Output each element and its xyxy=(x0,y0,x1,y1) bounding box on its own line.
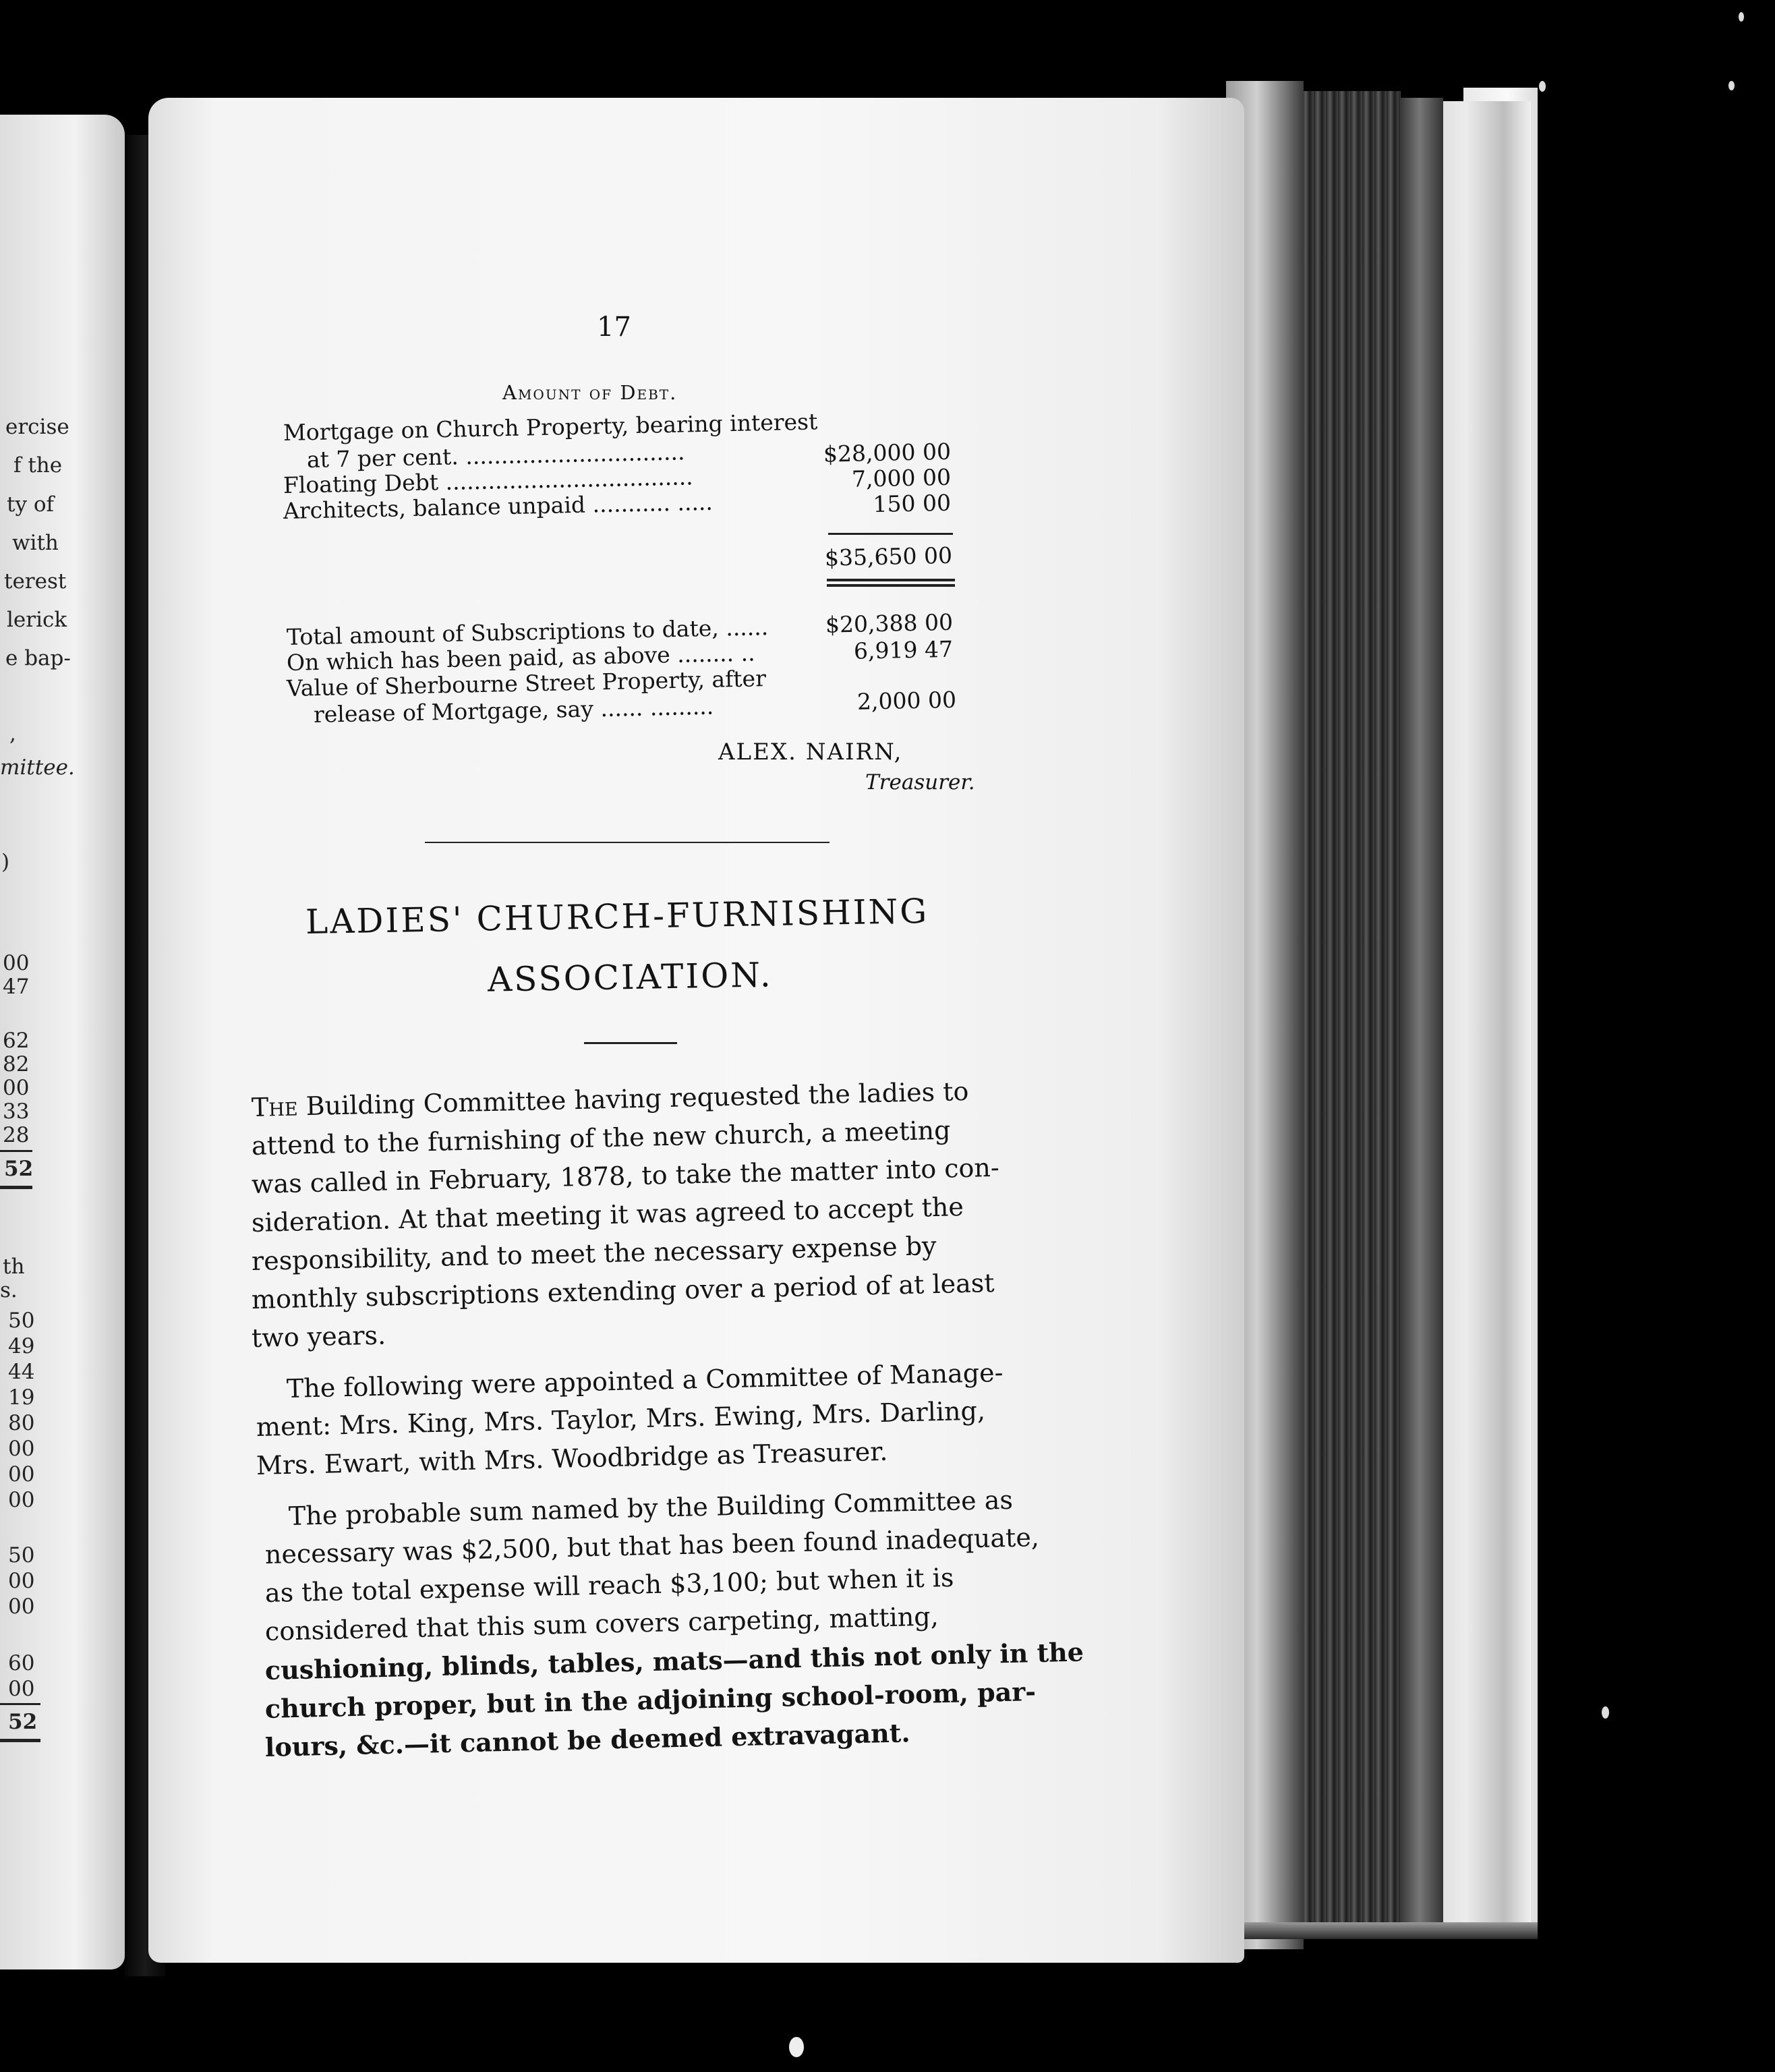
debt-sum-rule xyxy=(828,533,953,535)
left-page-number: 00 xyxy=(8,1594,35,1619)
page-number: 17 xyxy=(597,312,631,343)
left-page-number: 00 xyxy=(8,1488,35,1512)
debt-row-label: Architects, balance unpaid ........... ..... xyxy=(283,488,714,524)
paragraph-line: monthly subscriptions extending over a period of at least xyxy=(251,1268,995,1315)
left-page-fragment: ) xyxy=(1,850,10,874)
left-page-fragment: mittee. xyxy=(0,755,75,780)
paragraph-line: Building Committee having requested the ladies to xyxy=(305,1076,969,1122)
left-page-number: s. xyxy=(0,1278,18,1302)
paragraph-line: considered that this sum covers carpeting, matting, xyxy=(264,1601,939,1646)
left-page-fragment: , xyxy=(9,722,16,746)
paragraph-line: The following were appointed a Committee of Manage- xyxy=(286,1357,1003,1404)
debt-row-amount: 150 00 xyxy=(873,489,952,518)
debt-row-amount: $28,000 00 xyxy=(823,438,952,467)
paragraph-line: as the total expense will reach $3,100; but when it is xyxy=(264,1562,954,1608)
section-title: LADIES' CHURCH-FURNISHING xyxy=(305,891,929,942)
dust-speck xyxy=(789,2037,804,2057)
dust-speck xyxy=(1539,81,1546,92)
left-page-number: 28 xyxy=(3,1123,30,1147)
left-page-number: 49 xyxy=(8,1334,35,1358)
subscription-row-label: release of Mortgage, say ...... ......... xyxy=(313,693,714,728)
dust-speck xyxy=(1728,81,1735,90)
debt-row-label: at 7 per cent. ............................... xyxy=(306,438,685,473)
left-page-number: 52 xyxy=(8,1710,38,1734)
left-page-number: 50 xyxy=(8,1543,35,1567)
debt-total: $35,650 00 xyxy=(824,542,953,571)
subscription-row-amount: $20,388 00 xyxy=(825,608,954,638)
left-page-number: 52 xyxy=(4,1157,34,1181)
left-page-fragment: ty of xyxy=(7,492,54,517)
left-page-number: 00 xyxy=(8,1677,35,1701)
left-page-fragment: e bap- xyxy=(5,646,71,670)
paragraph-line: sideration. At that meeting it was agreed to accept the xyxy=(251,1192,964,1238)
dust-speck xyxy=(1739,12,1744,22)
paragraph-line: church proper, but in the adjoining school-room, par- xyxy=(264,1676,1037,1724)
left-page-rule xyxy=(0,1739,40,1742)
left-page-number: 82 xyxy=(3,1052,30,1076)
debt-row-label: Mortgage on Church Property, bearing interest xyxy=(283,408,818,446)
paragraph-line: ment: Mrs. King, Mrs. Taylor, Mrs. Ewing, Mrs. Darling, xyxy=(256,1395,986,1442)
left-page-fragment: terest xyxy=(4,569,67,594)
section-divider xyxy=(425,842,830,843)
paragraph-line: was called in February, 1878, to take the matter into con- xyxy=(251,1152,1000,1199)
left-page-rule xyxy=(0,1703,40,1705)
paragraph-line: two years. xyxy=(251,1320,386,1353)
left-page-number: 00 xyxy=(8,1437,35,1461)
left-page-number: 80 xyxy=(8,1411,35,1435)
subscription-row-label: Total amount of Subscriptions to date, ...... xyxy=(286,614,769,650)
left-page-number: 00 xyxy=(8,1569,35,1593)
paragraph-line: necessary was $2,500, but that has been found inadequate, xyxy=(264,1522,1040,1570)
paragraph-line: cushioning, blinds, tables, mats—and this not only in the xyxy=(264,1636,1084,1686)
section-title: ASSOCIATION. xyxy=(487,955,774,1000)
left-page-fragment: lerick xyxy=(7,608,67,632)
left-page-number: 00 xyxy=(8,1462,35,1487)
paragraph-line: lours, &c.—it cannot be deemed extravagant. xyxy=(264,1717,911,1762)
debt-row-amount: 7,000 00 xyxy=(851,463,952,492)
subscription-row-label: Value of Sherbourne Street Property, after xyxy=(286,665,767,701)
left-page-number: 60 xyxy=(8,1651,35,1675)
subscription-row-label: On which has been paid, as above ........ .. xyxy=(286,639,755,676)
left-page-number: 33 xyxy=(3,1099,30,1124)
left-page-number: 62 xyxy=(3,1029,30,1053)
paragraph-line: The probable sum named by the Building Committee as xyxy=(288,1485,1014,1531)
treasurer-name: ALEX. NAIRN, xyxy=(718,739,903,766)
left-page-rule xyxy=(0,1150,32,1152)
left-page-number: 19 xyxy=(8,1385,35,1410)
left-page-number: 44 xyxy=(8,1360,35,1384)
left-page-fragment: with xyxy=(12,531,59,555)
debt-heading: Amount of Debt. xyxy=(502,381,678,404)
left-page-number: th xyxy=(3,1255,25,1279)
book-edge xyxy=(1396,98,1443,1932)
paragraph-line: attend to the furnishing of the new church, a meeting xyxy=(251,1115,951,1161)
paragraph-line: Mrs. Ewart, with Mrs. Woodbridge as Treasurer. xyxy=(256,1436,888,1480)
left-page xyxy=(0,115,125,1969)
book-edge xyxy=(1241,1922,1538,1939)
left-page-fragment: f the xyxy=(13,453,63,478)
debt-total-rule xyxy=(827,584,955,587)
left-page-number: 00 xyxy=(3,1076,30,1100)
book-edge xyxy=(1289,91,1401,1936)
left-page-fragment: ercise xyxy=(5,415,69,439)
treasurer-title: Treasurer. xyxy=(865,770,975,795)
debt-total-rule xyxy=(827,579,955,581)
paragraph-line: responsibility, and to meet the necessary expense by xyxy=(251,1230,937,1276)
dust-speck xyxy=(1602,1706,1609,1719)
left-page-rule xyxy=(0,1186,32,1189)
subscription-row-amount: 2,000 00 xyxy=(856,686,957,715)
paragraph-lead-word: The xyxy=(251,1091,299,1122)
debt-row-label: Floating Debt ................................... xyxy=(283,463,693,498)
title-underline xyxy=(584,1042,677,1044)
left-page-number: 50 xyxy=(8,1308,35,1333)
left-page-number: 47 xyxy=(3,975,30,999)
left-page-number: 00 xyxy=(3,951,30,975)
subscription-row-amount: 6,919 47 xyxy=(853,635,954,664)
